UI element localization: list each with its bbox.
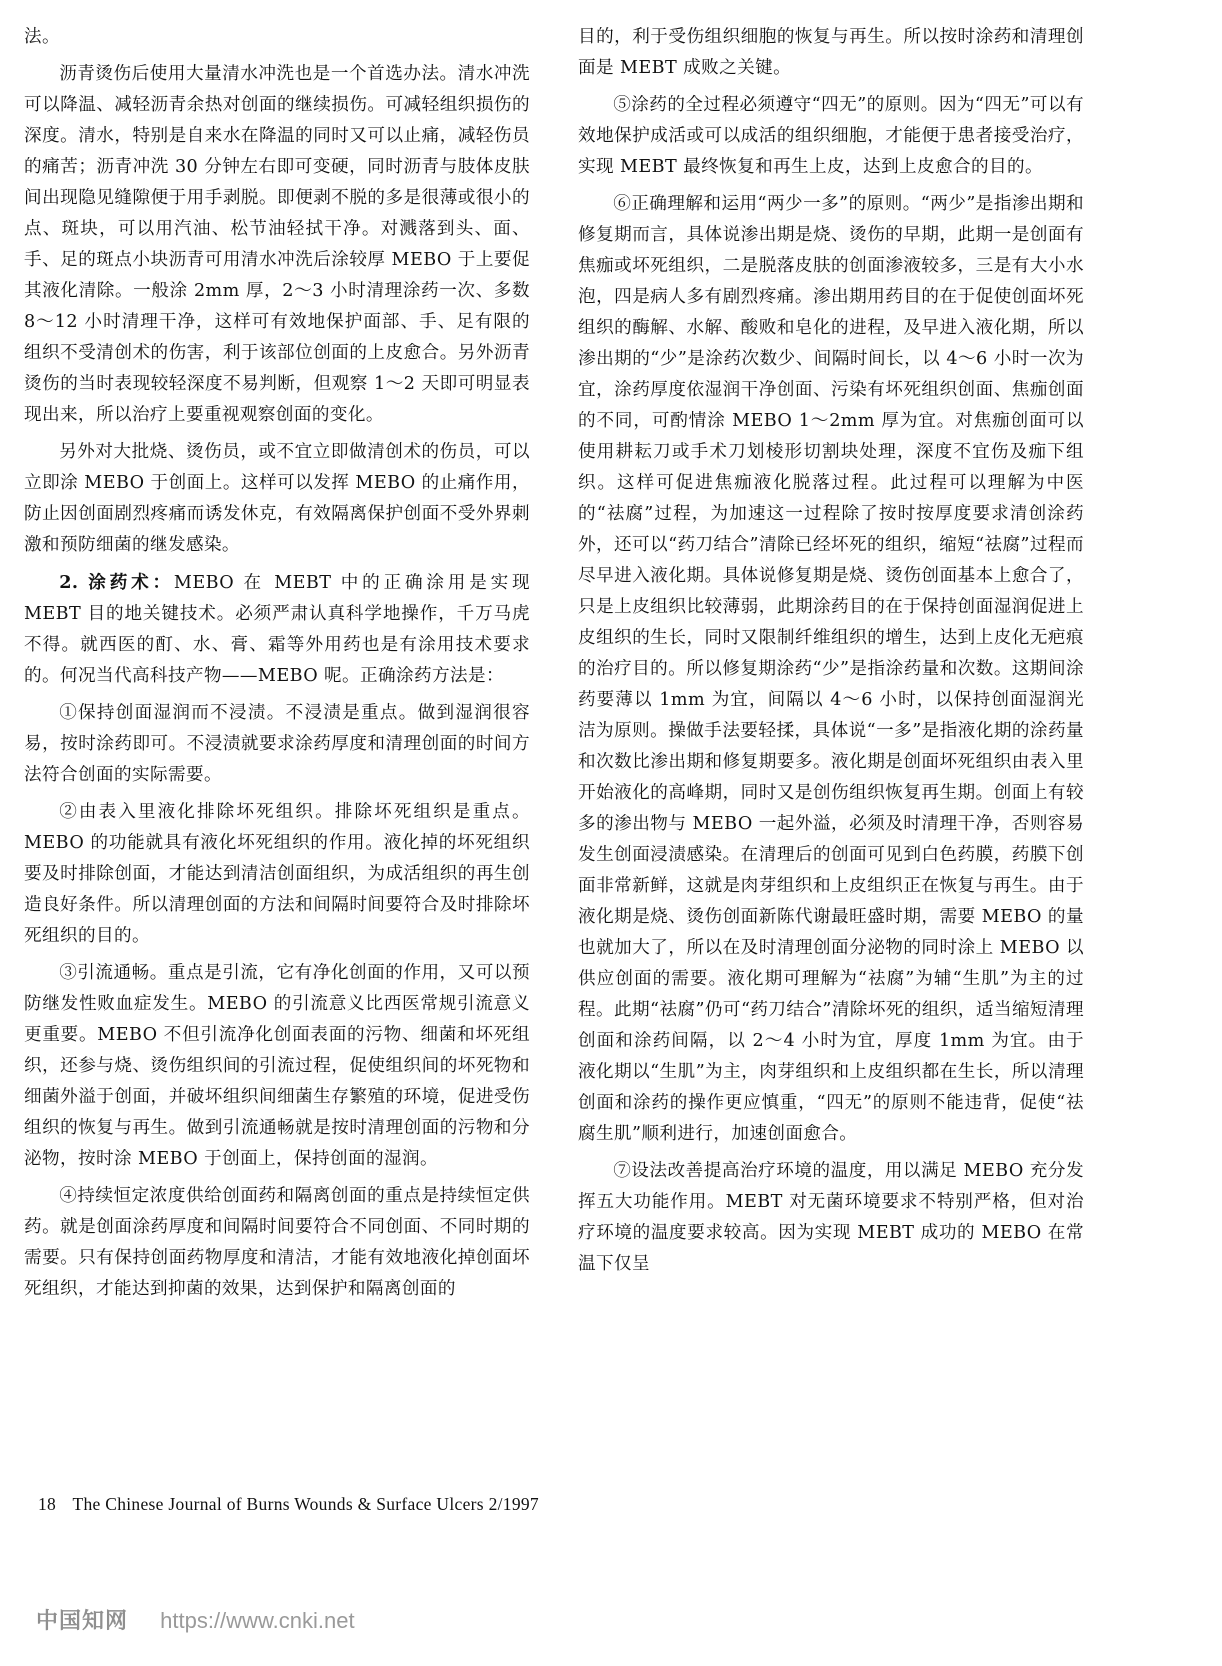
paragraph: 目的，利于受伤组织细胞的恢复与再生。所以按时涂药和清理创面是 MEBT 成败之关键。 [578,27,1084,78]
paragraph: 另外对大批烧、烫伤员，或不宜立即做清创术的伤员，可以立即涂 MEBO 于创面上。这样可以发挥 MEBO 的止痛作用，防止因创面剧烈疼痛而诱发休克，有效隔离保护创面不受外界刺激和预防细菌的继发感染。 [24,442,530,555]
journal-citation: The Chinese Journal of Burns Wounds & Surface Ulcers 2/1997 [72,1494,539,1514]
paragraph: ①保持创面湿润而不浸渍。不浸渍是重点。做到湿润很容易，按时涂药即可。不浸渍就要求涂药厚度和清理创面的时间方法符合创面的实际需要。 [24,703,530,785]
paragraph: ⑥正确理解和运用“两少一多”的原则。“两少”是指渗出期和修复期而言，具体说渗出期是烧、烫伤的早期，此期一是创面有焦痂或坏死组织，二是脱落皮肤的创面渗液较多，三是有大小水泡，四是病人多有剧烈疼痛。渗出期用药目的在于促使创面坏死组织的酶解、水解、酸败和皂化的进程，及早进入液化期，所以渗出期的“少”是涂药次数少、间隔时间长，以 4～6 小时一次为宜，涂药厚度依湿润干净创面、污染有坏死组织创面、焦痂创面的不同，可酌情涂 MEBO 1～2mm 厚为宜。对焦痂创面可以使用耕耘刀或手术刀划棱形切割块处理，深度不宜伤及痂下组织。这样可促进焦痂液化脱落过程。此过程可以理解为中医的“祛腐”过程，为加速这一过程除了按时按厚度要求清创涂药外，还可以“药刀结合”清除已经坏死的组织，缩短“祛腐”过程而尽早进入液化期。具体说修复期是烧、烫伤创面基本上愈合了，只是上皮组织比较薄弱，此期涂药目的在于保持创面湿润促进上皮组织的生长，同时又限制纤维组织的增生，达到上皮化无疤痕的治疗目的。所以修复期涂药“少”是指涂药量和次数。这期间涂药要薄以 1mm 为宜，间隔以 4～6 小时，以保持创面湿润光洁为原则。操做手法要轻揉，具体说“一多”是指液化期的涂药量和次数比渗出期和修复期要多。液化期是创面坏死组织由表入里开始液化的高峰期，同时又是创伤组织恢复再生期。创面上有较多的渗出物与 MEBO 一起外溢，必须及时清理干净，否则容易发生创面浸渍感染。在清理后的创面可见到白色药膜，药膜下创面非常新鲜，这就是肉芽组织和上皮组织正在恢复与再生。由于液化期是烧、烫伤创面新陈代谢最旺盛时期，需要 MEBO 的量也就加大了，所以在及时清理创面分泌物的同时涂上 MEBO 以供应创面的需要。液化期可理解为“祛腐”为辅“生肌”为主的过程。此期“祛腐”仍可“药刀结合”清除坏死的组织，适当缩短清理创面和涂药间隔，以 2～4 小时为宜，厚度 1mm 为宜。由于液化期以“生肌”为主，肉芽组织和上皮组织都在生长，所以清理创面和涂药的操作更应慎重，“四无”的原则不能违背，促使“祛腐生肌”顺利进行，加速创面愈合。 [578,194,1084,1144]
paragraph: 沥青烫伤后使用大量清水冲洗也是一个首选办法。清水冲洗可以降温、减轻沥青余热对创面的继续损伤。可减轻组织损伤的深度。清水，特别是自来水在降温的同时又可以止痛，减轻伤员的痛苦；沥青冲洗 30 分钟左右即可变硬，同时沥青与肢体皮肤间出现隐见缝隙便于用手剥脱。即便剥不脱的多是很薄或很小的点、斑块，可以用汽油、松节油轻拭干净。对溅落到头、面、手、足的斑点小块沥青可用清水冲洗后涂较厚 MEBO 于上要促其液化清除。一般涂 2mm 厚，2～3 小时清理涂药一次、多数 8～12 小时清理干净，这样可有效地保护面部、手、足有限的组织不受清创术的伤害，利于该部位创面的上皮愈合。另外沥青烫伤的当时表现较轻深度不易判断，但观察 1～2 天即可明显表现出来，所以治疗上要重视观察创面的变化。 [24,64,530,425]
paragraph: ④持续恒定浓度供给创面药和隔离创面的重点是持续恒定供药。就是创面涂药厚度和间隔时间要符合不同创面、不同时期的需要。只有保持创面药物厚度和清洁，才能有效地液化掉创面坏死组织，才能达到抑菌的效果，达到保护和隔离创面的 [24,1186,530,1299]
cnki-url: https://www.cnki.net [160,1608,355,1633]
left-column [24,22,530,1311]
paragraph: 法。 [24,27,60,47]
paragraph: ②由表入里液化排除坏死组织。排除坏死组织是重点。MEBO 的功能就具有液化坏死组织的作用。液化掉的坏死组织要及时排除创面，才能达到清洁创面组织，为成活组织的再生创造良好条件。所以清理创面的方法和间隔时间要符合及时排除坏死组织的目的。 [24,802,530,946]
paragraph-text: MEBO 在 MEBT 中的正确涂用是实现 MEBT 目的地关键技术。必须严肃认真科学地操作，千万马虎不得。就西医的酊、水、膏、霜等外用药也是有涂用技术要求的。何况当代高科技产物——MEBO 呢。正确涂药方法是： [24,573,530,686]
paragraph [24,567,530,692]
right-column [578,22,1084,1286]
cnki-logo: 中国知网 [36,1608,129,1633]
watermark [36,1604,355,1635]
page-footer [38,1494,539,1515]
paragraph: ⑤涂药的全过程必须遵守“四无”的原则。因为“四无”可以有效地保护成活或可以成活的组织细胞，才能便于患者接受治疗，实现 MEBT 最终恢复和再生上皮，达到上皮愈合的目的。 [578,95,1084,177]
paragraph: ⑦设法改善提高治疗环境的温度，用以满足 MEBO 充分发挥五大功能作用。MEBT 对无菌环境要求不特别严格，但对治疗环境的温度要求较高。因为实现 MEBT 成功的 MEBO 在常温下仅呈 [578,1161,1084,1274]
paragraph: ③引流通畅。重点是引流，它有净化创面的作用，又可以预防继发性败血症发生。MEBO 的引流意义比西医常规引流意义更重要。MEBO 不但引流净化创面表面的污物、细菌和坏死组织，还参与烧、烫伤组织间的引流过程，促使组织间的坏死物和细菌外溢于创面，并破坏组织间细菌生存繁殖的环境，促进受伤组织的恢复与再生。做到引流通畅就是按时清理创面的污物和分泌物，按时涂 MEBO 于创面上，保持创面的湿润。 [24,963,530,1169]
page-number: 18 [38,1494,57,1514]
section-heading: 2. 涂药术： [59,572,174,593]
